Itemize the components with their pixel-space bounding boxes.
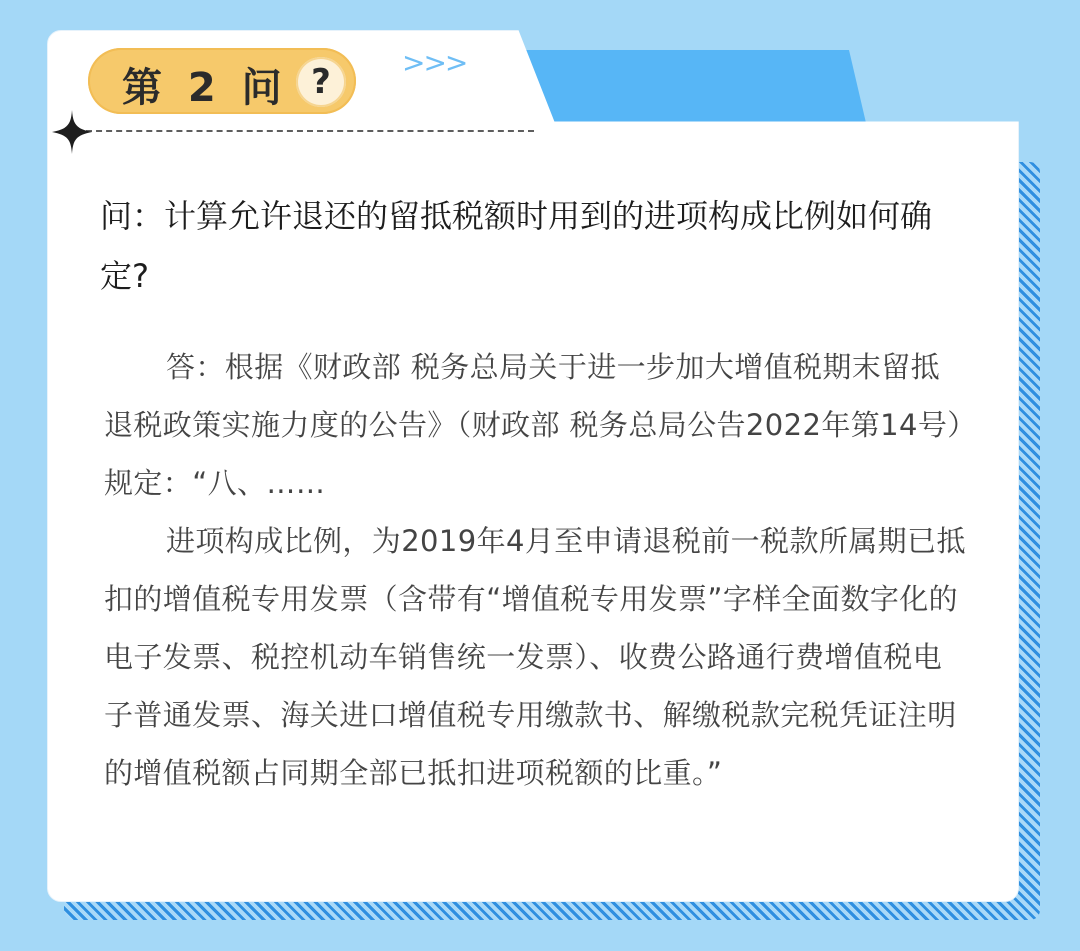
answer-paragraph-2: 进项构成比例，为2019年4月至申请退税前一税款所属期已抵扣的增值税专用发票（含带有“增值税专用发票”字样全面数字化的电子发票、税控机动车销售统一发票）、收费公路通行费增值税电子普通发票、海关进口增值税专用缴款书、解缴税款完税凭证注明的增值税额占同期全部已抵扣进项税额的比重。” bbox=[104, 524, 966, 790]
question-mark-icon: ? bbox=[311, 62, 331, 102]
question-number-label: 第 2 问 bbox=[122, 65, 288, 111]
sparkle-icon bbox=[52, 110, 92, 154]
chevron-arrows-icon: >>> bbox=[402, 46, 467, 79]
question-text: 问：计算允许退还的留抵税额时用到的进项构成比例如何确定? bbox=[100, 197, 933, 295]
dashed-divider bbox=[86, 130, 534, 132]
answer-paragraph-1: 答：根据《财政部 税务总局关于进一步加大增值税期末留抵退税政策实施力度的公告》（财政部 税务总局公告2022年第14号）规定：“八、…… bbox=[104, 350, 963, 500]
